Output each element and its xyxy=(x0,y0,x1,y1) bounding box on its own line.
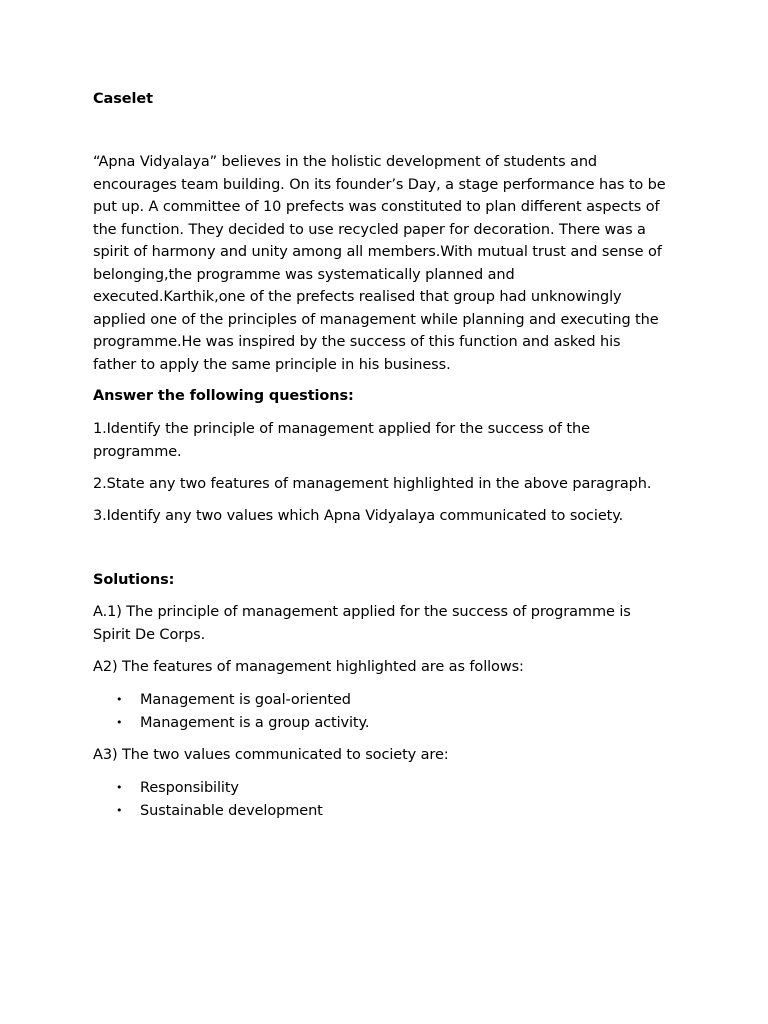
paragraph-line: executed.Karthik,one of the prefects realised that group had unknowingly xyxy=(93,289,622,305)
question-line: 1.Identify the principle of management applied for the success of the xyxy=(93,421,590,437)
question-1 xyxy=(93,418,590,463)
list-item-text: Management is a group activity. xyxy=(140,715,370,731)
question-2: 2.State any two features of management highlighted in the above paragraph. xyxy=(93,476,652,492)
solutions-heading: Solutions: xyxy=(93,572,175,588)
paragraph-line: “Apna Vidyalaya” believes in the holistic development of students and xyxy=(93,154,598,170)
paragraph-line: spirit of harmony and unity among all members.With mutual trust and sense of xyxy=(93,244,662,260)
paragraph-line: encourages team building. On its founder’s Day, a stage performance has to be xyxy=(93,176,666,193)
answer-2: A2) The features of management highlighted are as follows: xyxy=(93,659,524,675)
paragraph-line: the function. They decided to use recycled paper for decoration. There was a xyxy=(93,221,646,238)
paragraph-line: father to apply the same principle in his business. xyxy=(93,356,451,373)
bullet-icon: • xyxy=(116,781,123,794)
paragraph-line: programme.He was inspired by the success of this function and asked his xyxy=(93,334,621,350)
paragraph-line: belonging,the programme was systematically planned and xyxy=(93,266,515,283)
answer-1 xyxy=(93,601,631,646)
list-item-text: Responsibility xyxy=(140,780,239,796)
answer-3: A3) The two values communicated to society are: xyxy=(93,747,449,763)
bullet-icon: • xyxy=(116,693,123,706)
question-3: 3.Identify any two values which Apna Vidyalaya communicated to society. xyxy=(93,508,624,524)
list-item-text: Sustainable development xyxy=(140,803,323,819)
bullet-icon: • xyxy=(116,716,123,729)
answer-line: A.1) The principle of management applied for the success of programme is xyxy=(93,604,631,620)
question-line: programme. xyxy=(93,443,182,460)
paragraph-line: applied one of the principles of management while planning and executing the xyxy=(93,311,659,328)
bullet-icon: • xyxy=(116,804,123,817)
caselet-paragraph xyxy=(93,151,666,376)
document-title: Caselet xyxy=(93,91,153,107)
list-item-text: Management is goal-oriented xyxy=(140,692,351,708)
paragraph-line: put up. A committee of 10 prefects was constituted to plan different aspects of xyxy=(93,199,660,215)
answer-line: Spirit De Corps. xyxy=(93,626,206,643)
questions-heading: Answer the following questions: xyxy=(93,388,354,404)
